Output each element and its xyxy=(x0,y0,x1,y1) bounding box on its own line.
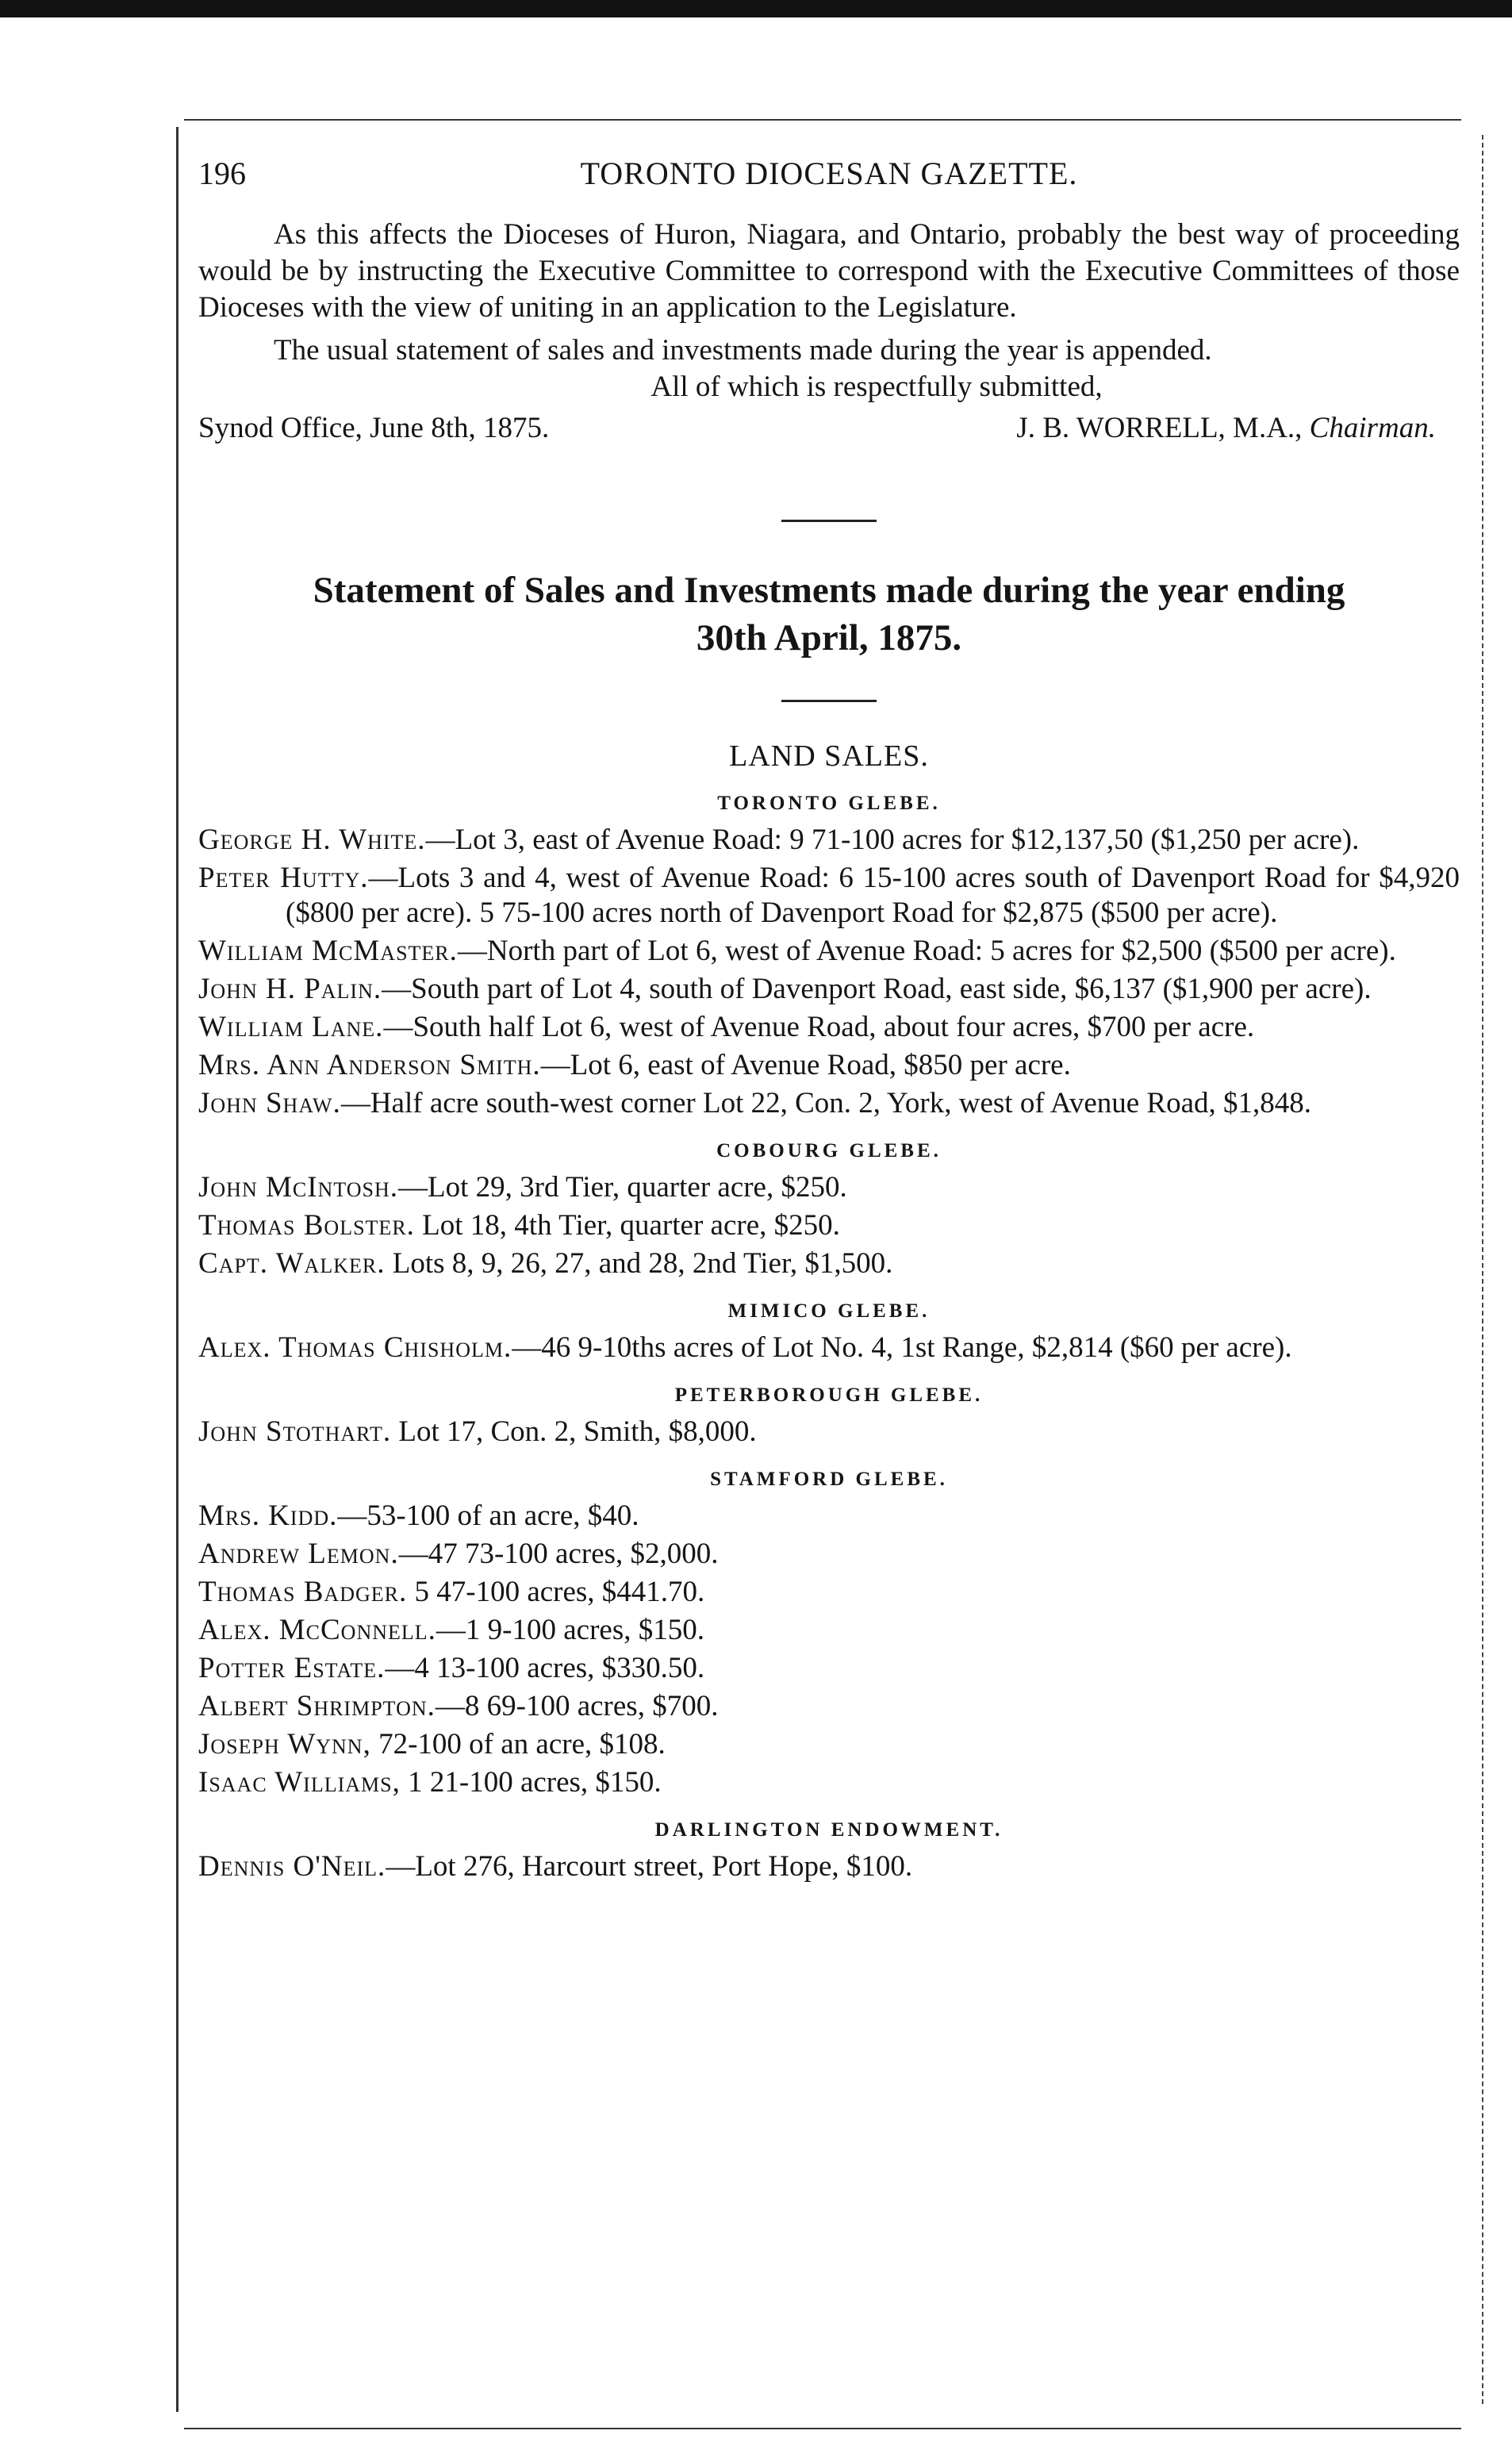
divider xyxy=(781,700,877,702)
list-item xyxy=(198,1415,1460,1450)
entry-name: Thomas Bolster. xyxy=(198,1209,415,1242)
scan-top-edge xyxy=(0,0,1512,17)
submitted-line: All of which is respectfully submitted, xyxy=(650,371,1103,403)
list-item xyxy=(198,1537,1460,1572)
entry-text: —8 69-100 acres, $700. xyxy=(435,1690,719,1722)
list-item xyxy=(198,1208,1460,1243)
section-heading-land-sales: LAND SALES. xyxy=(729,739,929,773)
entry-name: Thomas Badger. xyxy=(198,1576,408,1608)
statement-heading xyxy=(198,566,1460,662)
list-item xyxy=(198,1048,1460,1083)
entry-text: —South part of Lot 4, south of Davenport Road, east side, $6,137 ($1,900 per acre). xyxy=(382,973,1372,1005)
list-item xyxy=(198,823,1460,858)
subheading-mimico-glebe: MIMICO GLEBE. xyxy=(727,1300,931,1322)
signature xyxy=(1016,409,1436,448)
entry-name: Peter Hutty. xyxy=(198,862,369,894)
subheading-toronto-glebe: TORONTO GLEBE. xyxy=(717,793,941,814)
list-item xyxy=(198,1651,1460,1686)
subheading-darlington-endowment: DARLINGTON ENDOWMENT. xyxy=(654,1819,1004,1841)
list-item xyxy=(198,1689,1460,1724)
entry-text: 72-100 of an acre, $108. xyxy=(370,1728,666,1761)
running-header xyxy=(198,155,1460,202)
list-item xyxy=(198,972,1460,1007)
entry-text: —South half Lot 6, west of Avenue Road, about four acres, $700 per acre. xyxy=(383,1011,1255,1043)
list-item xyxy=(198,1170,1460,1205)
entry-text: —Half acre south-west corner Lot 22, Con. 2, York, west of Avenue Road, $1,848. xyxy=(340,1087,1312,1119)
entry-text: 1 21-100 acres, $150. xyxy=(400,1766,662,1799)
entry-name: John H. Palin. xyxy=(198,973,382,1005)
subheading-stamford-glebe: STAMFORD GLEBE. xyxy=(710,1469,948,1490)
list-item xyxy=(198,934,1460,969)
entry-text: —46 9-10ths acres of Lot No. 4, 1st Range, $2,814 ($60 per acre). xyxy=(512,1331,1292,1364)
entry-name: Andrew Lemon. xyxy=(198,1538,399,1570)
page-number: 196 xyxy=(198,156,246,191)
entry-name: Joseph Wynn, xyxy=(198,1728,371,1761)
entry-name: Mrs. Kidd. xyxy=(198,1499,338,1532)
subheading-cobourg-glebe: COBOURG GLEBE. xyxy=(716,1140,942,1162)
signature-name: J. B. WORRELL, M.A., xyxy=(1016,412,1303,444)
list-item xyxy=(198,1010,1460,1045)
entry-text: Lot 18, 4th Tier, quarter acre, $250. xyxy=(414,1209,840,1242)
entry-text: —47 73-100 acres, $2,000. xyxy=(398,1538,719,1570)
entry-text: —North part of Lot 6, west of Avenue Road: 5 acres for $2,500 ($500 per acre). xyxy=(457,935,1396,967)
right-margin-line xyxy=(1482,135,1483,2404)
entry-name: William Lane. xyxy=(198,1011,384,1043)
list-item xyxy=(198,1331,1460,1365)
page-body xyxy=(198,155,1460,1884)
divider xyxy=(781,520,877,522)
entry-text: 5 47-100 acres, $441.70. xyxy=(407,1576,705,1608)
entry-name: John Stothart. xyxy=(198,1415,392,1448)
entry-text: —1 9-100 acres, $150. xyxy=(436,1614,704,1646)
office-signature-line xyxy=(198,409,1460,448)
entry-text: —4 13-100 acres, $330.50. xyxy=(385,1652,705,1684)
entry-name: Alex. Thomas Chisholm. xyxy=(198,1331,512,1364)
entry-text: Lot 17, Con. 2, Smith, $8,000. xyxy=(391,1415,757,1448)
page-title: TORONTO DIOCESAN GAZETTE. xyxy=(580,156,1078,191)
list-item xyxy=(198,1727,1460,1762)
list-item xyxy=(198,1613,1460,1648)
entry-name: William McMaster. xyxy=(198,935,458,967)
entry-name: Dennis O'Neil. xyxy=(198,1850,386,1883)
top-border-rule xyxy=(184,119,1461,121)
entry-name: Alex. McConnell. xyxy=(198,1614,436,1646)
appended-note: The usual statement of sales and investments made during the year is appended. xyxy=(274,334,1212,367)
entry-text: —Lot 6, east of Avenue Road, $850 per acre. xyxy=(540,1049,1071,1081)
signature-role: Chairman. xyxy=(1309,412,1436,444)
entry-text: —53-100 of an acre, $40. xyxy=(337,1499,639,1532)
entry-name: Isaac Williams, xyxy=(198,1766,401,1799)
entry-text: Lots 8, 9, 26, 27, and 28, 2nd Tier, $1,500. xyxy=(385,1247,893,1280)
statement-line-2: 30th April, 1875. xyxy=(696,617,962,659)
entry-name: George H. White. xyxy=(198,824,426,856)
entry-name: Mrs. Ann Anderson Smith. xyxy=(198,1049,541,1081)
statement-line-1: Statement of Sales and Investments made during the year ending xyxy=(313,570,1345,611)
list-item xyxy=(198,1849,1460,1884)
intro-paragraph: As this affects the Dioceses of Huron, Niagara, and Ontario, probably the best way of proceeding would be by instructing the Executive Committee to correspond with the Executive Committees of those Dioceses with the view of uniting in an application to the Legislature. xyxy=(198,218,1460,324)
list-item xyxy=(198,861,1460,931)
entry-name: Capt. Walker. xyxy=(198,1247,386,1280)
entry-text: —Lot 3, east of Avenue Road: 9 71-100 acres for $12,137,50 ($1,250 per acre). xyxy=(425,824,1360,856)
entry-name: John McIntosh. xyxy=(198,1171,398,1204)
list-item xyxy=(198,1499,1460,1534)
entry-name: John Shaw. xyxy=(198,1087,341,1119)
list-item xyxy=(198,1765,1460,1800)
left-margin-line xyxy=(176,127,178,2412)
entry-text: —Lots 3 and 4, west of Avenue Road: 6 15-100 acres south of Davenport Road for $4,920 ($800 per acre). 5 75-100 acres north of Davenport Road for $2,875 ($500 per acre). xyxy=(286,862,1460,929)
entry-name: Potter Estate. xyxy=(198,1652,386,1684)
list-item xyxy=(198,1575,1460,1610)
list-item xyxy=(198,1086,1460,1121)
office-date: Synod Office, June 8th, 1875. xyxy=(198,412,550,444)
list-item xyxy=(198,1246,1460,1281)
entry-text: —Lot 276, Harcourt street, Port Hope, $100. xyxy=(386,1850,913,1883)
entry-text: —Lot 29, 3rd Tier, quarter acre, $250. xyxy=(398,1171,847,1204)
bottom-border-rule xyxy=(184,2428,1461,2429)
subheading-peterborough-glebe: PETERBOROUGH GLEBE. xyxy=(674,1384,984,1406)
entry-name: Albert Shrimpton. xyxy=(198,1690,436,1722)
